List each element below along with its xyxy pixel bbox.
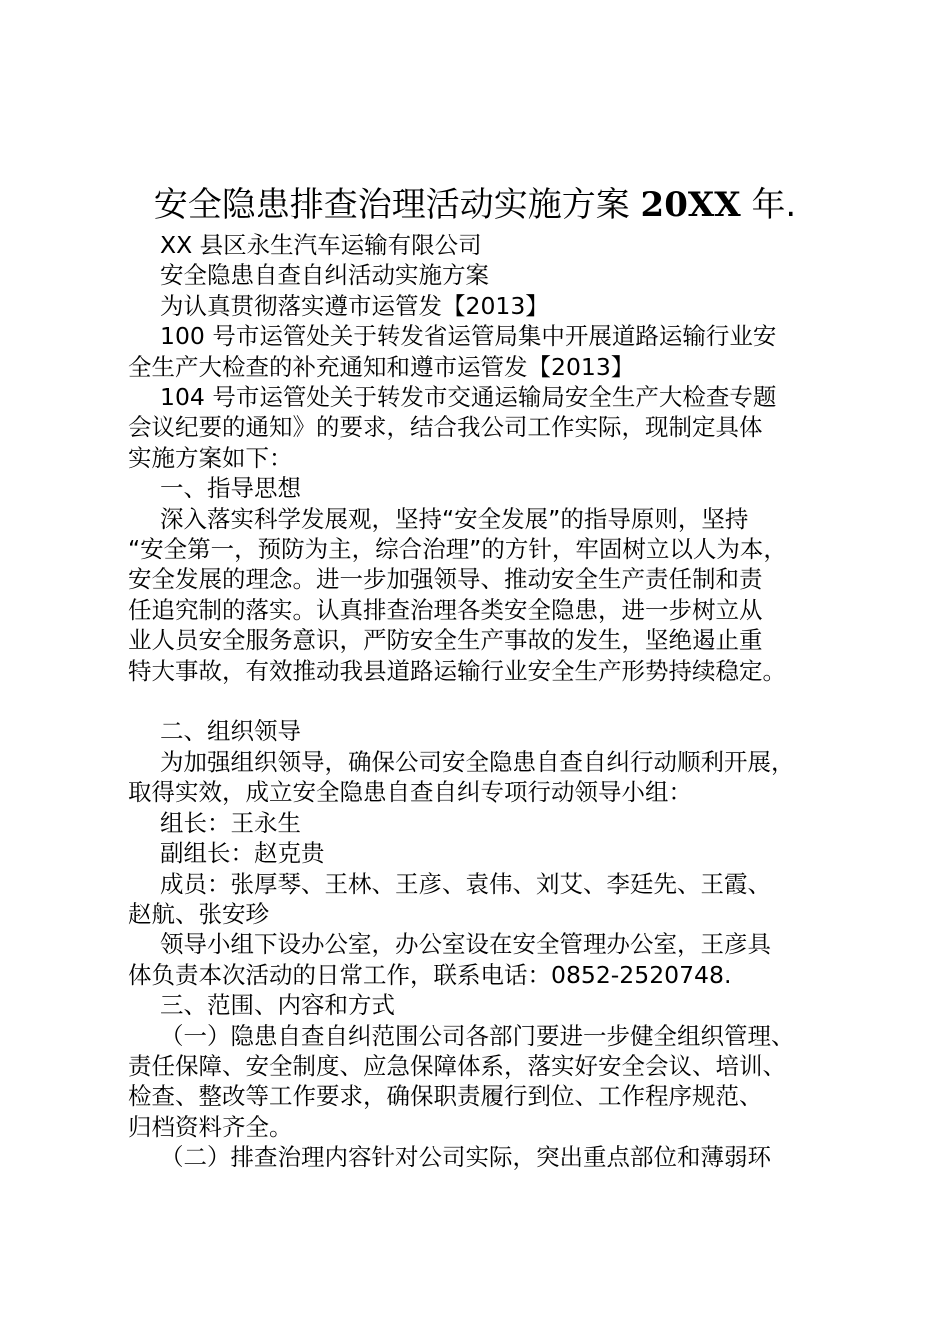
subtitle: 安全隐患自查自纠活动实施方案 — [160, 261, 489, 290]
paragraph-line-wrap: 全生产大检查的补充通知和遵市运管发【2013】 — [128, 352, 635, 381]
title-suffix: 年. — [751, 185, 797, 225]
section-heading: 二、组织领导 — [160, 717, 301, 746]
company-name: XX 县区永生汽车运输有限公司 — [160, 231, 482, 259]
section-heading: 一、指导思想 — [160, 474, 301, 503]
blank-line — [128, 686, 840, 716]
paragraph-line: 深入落实科学发展观，坚持“安全发展”的指导原则，坚持 — [160, 504, 749, 533]
paragraph-line: 104 号市运管处关于转发市交通运输局安全生产大检查专题 — [160, 383, 777, 412]
paragraph-line-wrap: 实施方案如下： — [128, 443, 293, 472]
paragraph-line-wrap: 责任保障、安全制度、应急保障体系，落实好安全会议、培训、 — [128, 1051, 786, 1080]
paragraph-line-wrap: 会议纪要的通知》的要求，结合我公司工作实际，现制定具体 — [128, 413, 763, 442]
contact-line: 体负责本次活动的日常工作，联系电话：0852-2520748. — [128, 960, 732, 989]
paragraph-line-wrap: 归档资料齐全。 — [128, 1112, 293, 1141]
paragraph-line: （二）排查治理内容针对公司实际，突出重点部位和薄弱环 — [160, 1143, 771, 1172]
paragraph-line: 为认真贯彻落实遵市运管发【2013】 — [160, 291, 549, 320]
paragraph-line-wrap: 特大事故，有效推动我县道路运输行业安全生产形势持续稳定。 — [128, 656, 786, 685]
leader-line: 组长：王永生 — [160, 808, 301, 837]
title-year: 20XX — [640, 185, 741, 225]
section-heading: 三、范围、内容和方式 — [160, 991, 395, 1020]
paragraph-line-wrap: 检查、整改等工作要求，确保职责履行到位、工作程序规范、 — [128, 1082, 763, 1111]
paragraph-line: 100 号市运管处关于转发省运管局集中开展道路运输行业安 — [160, 322, 777, 351]
paragraph-line-wrap: 业人员安全服务意识，严防安全生产事故的发生，坚绝遏止重 — [128, 626, 763, 655]
paragraph-line: （一）隐患自查自纠范围公司各部门要进一步健全组织管理、 — [160, 1021, 795, 1050]
paragraph-line-wrap: 任追究制的落实。认真排查治理各类安全隐患，进一步树立从 — [128, 595, 763, 624]
members-line-wrap: 赵航、张安珍 — [128, 899, 269, 928]
paragraph-line-wrap: “安全第一，预防为主，综合治理”的方针，牢固树立以人为本， — [128, 535, 787, 564]
document-body — [128, 230, 840, 1173]
paragraph-line-wrap: 取得实效，成立安全隐患自查自纠专项行动领导小组： — [128, 778, 692, 807]
paragraph-line: 领导小组下设办公室，办公室设在安全管理办公室，王彦具 — [160, 930, 771, 959]
paragraph-line: 为加强组织领导，确保公司安全隐患自查自纠行动顺利开展， — [160, 747, 795, 776]
document-title — [0, 181, 950, 229]
title-text: 安全隐患排查治理活动实施方案 — [153, 185, 630, 225]
members-line: 成员：张厚琴、王林、王彦、袁伟、刘艾、李廷先、王霞、 — [160, 869, 771, 898]
deputy-leader-line: 副组长：赵克贵 — [160, 839, 325, 868]
paragraph-line-wrap: 安全发展的理念。进一步加强领导、推动安全生产责任制和责 — [128, 565, 763, 594]
